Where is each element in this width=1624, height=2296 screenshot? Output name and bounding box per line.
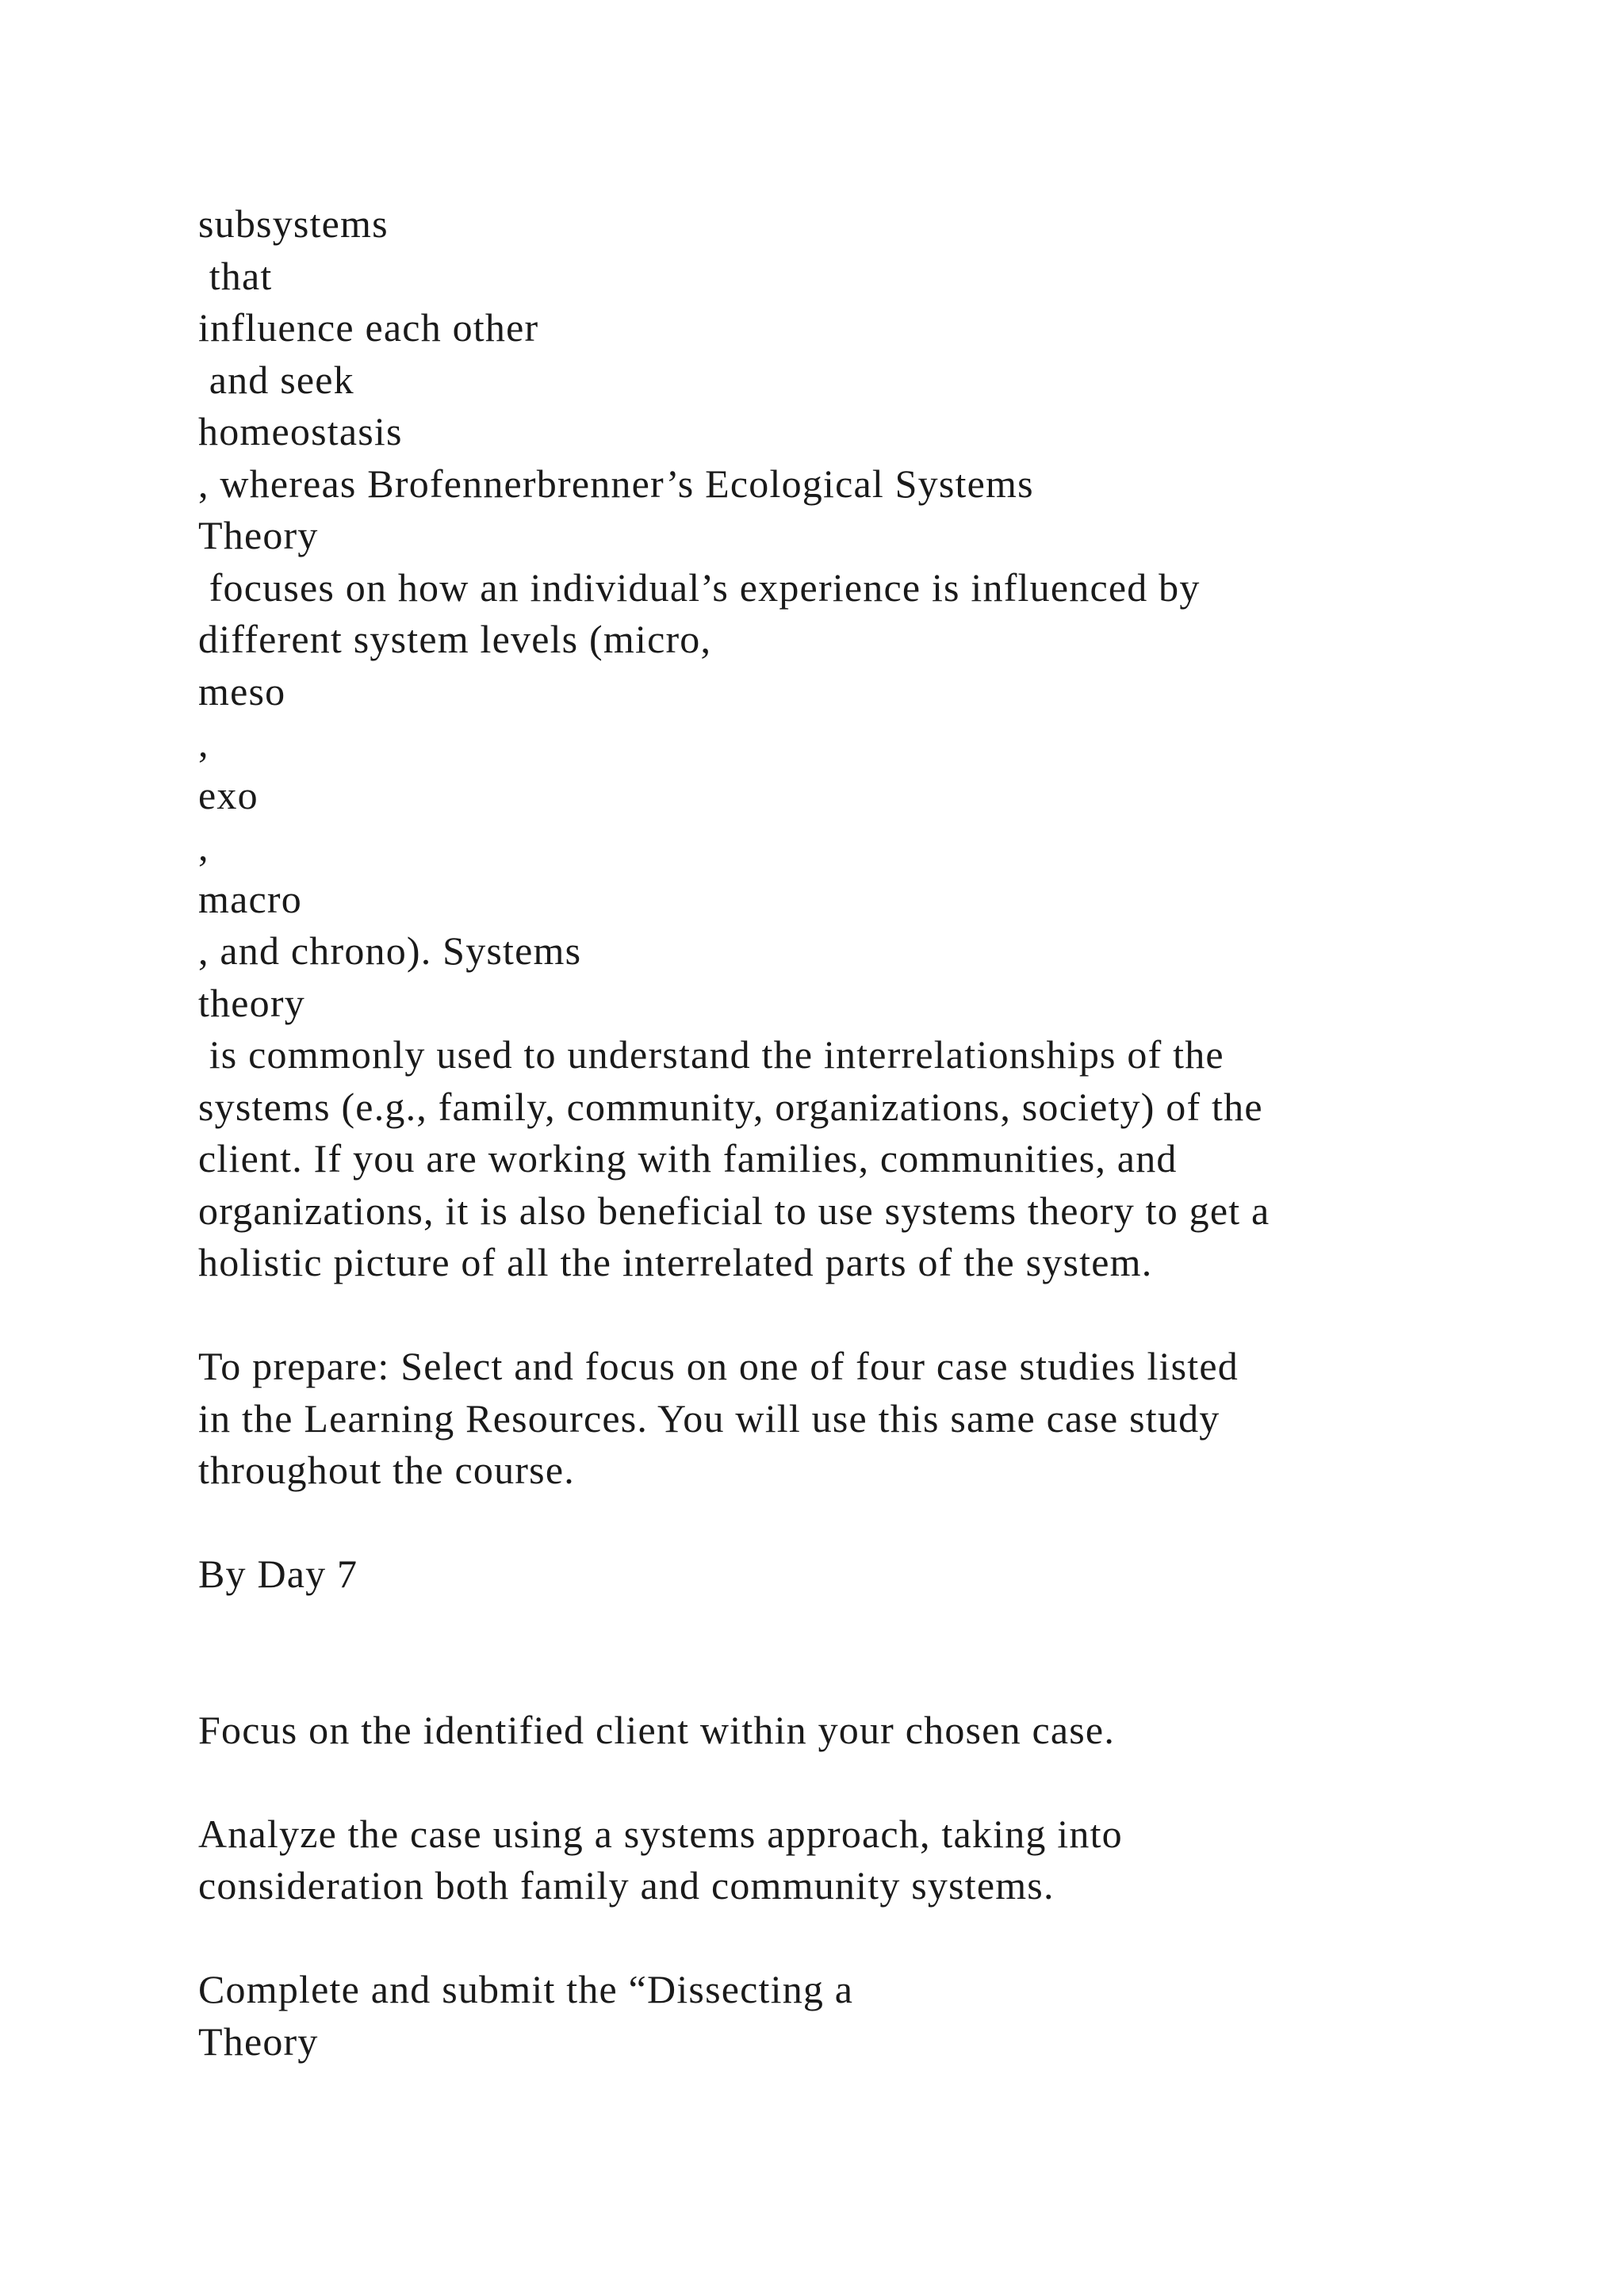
text-line: , <box>198 825 209 869</box>
document-body <box>198 198 1467 2068</box>
text-line: focuses on how an individual’s experience is influenced by <box>198 564 1201 610</box>
text-line: , and chrono). Systems <box>198 928 582 973</box>
text-line: Analyze the case using a systems approach, taking into <box>198 1811 1123 1856</box>
text-line: holistic picture of all the interrelated parts of the system. <box>198 1240 1153 1284</box>
text-line: and seek <box>198 357 354 402</box>
text-line: consideration both family and community systems. <box>198 1863 1055 1908</box>
text-line: , <box>198 721 209 765</box>
text-line: client. If you are working with families, communities, and <box>198 1136 1178 1181</box>
text-line: , whereas Brofennerbrenner’s Ecological Systems <box>198 461 1034 506</box>
text-line: organizations, it is also beneficial to use systems theory to get a <box>198 1188 1270 1233</box>
text-line: By Day 7 <box>198 1552 358 1596</box>
blank-line <box>198 1289 1467 1341</box>
blank-line <box>198 1912 1467 1965</box>
text-line: Complete and submit the “Dissecting a <box>198 1967 854 2011</box>
text-line: is commonly used to understand the interrelationships of the <box>198 1032 1224 1077</box>
blank-line <box>198 1756 1467 1808</box>
text-line: homeostasis <box>198 409 403 453</box>
text-line: Theory <box>198 2019 319 2064</box>
text-line: that <box>198 253 273 298</box>
text-line: To prepare: Select and focus on one of four case studies listed <box>198 1344 1239 1388</box>
text-line: theory <box>198 980 305 1025</box>
text-line: different system levels (micro, <box>198 617 712 661</box>
text-line: macro <box>198 876 302 921</box>
blank-line <box>198 1652 1467 1705</box>
text-line: Theory <box>198 513 319 557</box>
text-line: Focus on the identified client within your chosen case. <box>198 1707 1116 1752</box>
text-line: subsystems <box>198 201 389 246</box>
text-line: influence each other <box>198 305 539 350</box>
text-line: meso <box>198 668 286 714</box>
text-line: systems (e.g., family, community, organizations, society) of the <box>198 1084 1263 1129</box>
blank-line <box>198 1497 1467 1549</box>
text-line: exo <box>198 772 259 817</box>
text-line: in the Learning Resources. You will use this same case study <box>198 1395 1220 1441</box>
blank-line <box>198 1601 1467 1653</box>
text-line: throughout the course. <box>198 1448 575 1492</box>
